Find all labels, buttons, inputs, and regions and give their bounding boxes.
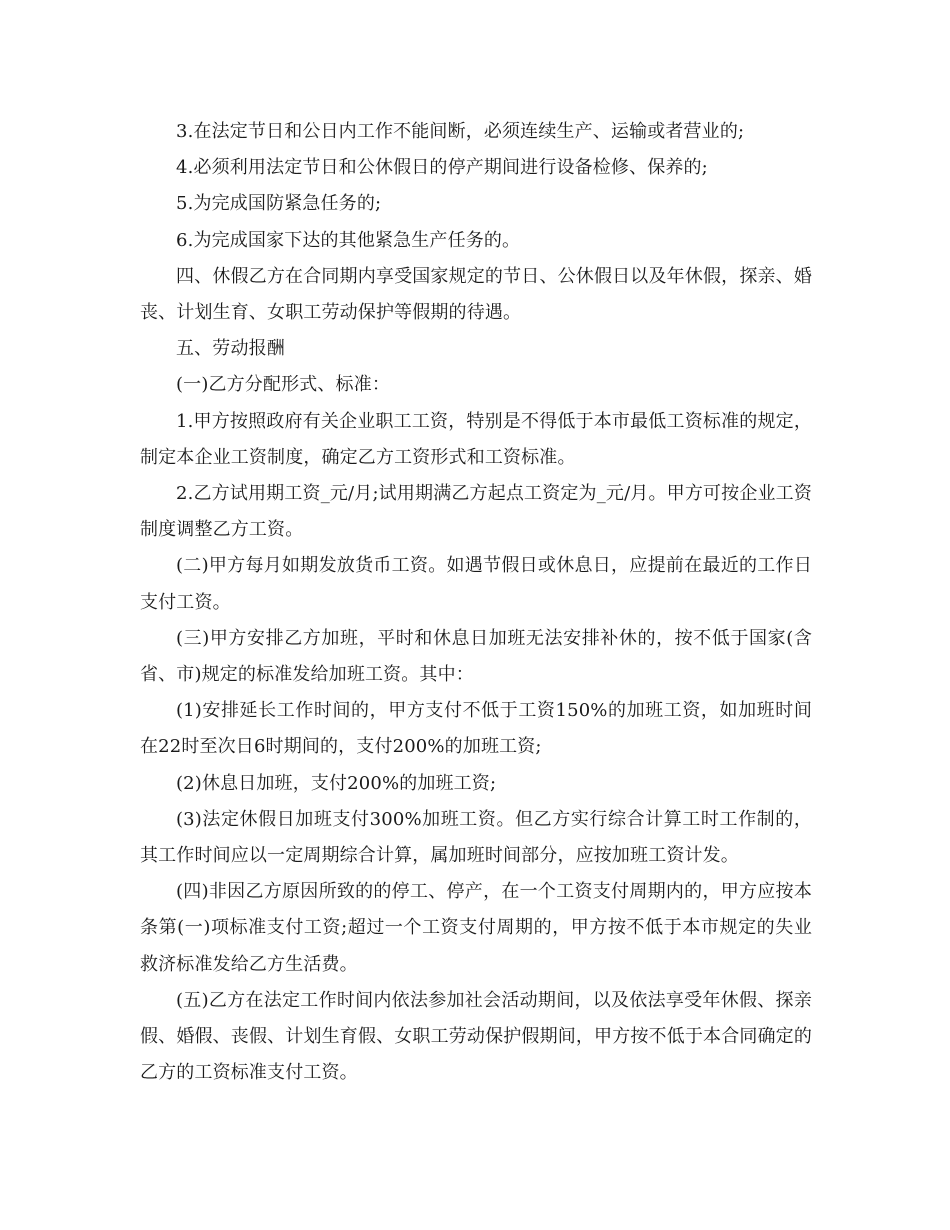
document-body — [140, 114, 812, 1091]
paragraph-7: (一)乙方分配形式、标准： — [176, 374, 390, 396]
paragraph-3: 5.为完成国防紧急任务的; — [176, 193, 382, 215]
paragraph-2: 4.必须利用法定节日和公休假日的停产期间进行设备检修、保养的; — [176, 157, 708, 179]
paragraph-9: 2.乙方试用期工资_元/月;试用期满乙方起点工资定为_元/月。甲方可按企业工资制度调整乙方工资。 — [140, 483, 812, 541]
paragraph-4: 6.为完成国家下达的其他紧急生产任务的。 — [176, 229, 521, 251]
section-heading-remuneration: 五、劳动报酬 — [176, 338, 285, 360]
paragraph-10: (二)甲方每月如期发放货币工资。如遇节假日或休息日，应提前在最近的工作日支付工资。 — [140, 555, 812, 613]
paragraph-14: (3)法定休假日加班支付300%加班工资。但乙方实行综合计算工时工作制的，其工作时间应以一定周期综合计算，属加班时间部分，应按加班工资计发。 — [140, 808, 812, 867]
paragraph-16: (五)乙方在法定工作时间内依法参加社会活动期间，以及依法享受年休假、探亲假、婚假、丧假、计划生育假、女职工劳动保护假期间，甲方按不低于本合同确定的乙方的工资标准支付工资。 — [140, 989, 812, 1084]
paragraph-12: (1)安排延长工作时间的，甲方支付不低于工资150%的加班工资，如加班时间在22时至次日6时期间的，支付200%的加班工资; — [140, 700, 812, 758]
paragraph-11: (三)甲方安排乙方加班，平时和休息日加班无法安排补休的，按不低于国家(含省、市)规定的标准发给加班工资。其中： — [140, 627, 812, 686]
paragraph-13: (2)休息日加班，支付200%的加班工资; — [176, 772, 497, 794]
paragraph-5: 四、休假乙方在合同期内享受国家规定的节日、公休假日以及年休假，探亲、婚丧、计划生育、女职工劳动保护等假期的待遇。 — [140, 265, 812, 324]
paragraph-8: 1.甲方按照政府有关企业职工工资，特别是不得低于本市最低工资标准的规定，制定本企业工资制度，确定乙方工资形式和工资标准。 — [140, 410, 812, 468]
paragraph-15: (四)非因乙方原因所致的的停工、停产，在一个工资支付周期内的，甲方应按本条第(一)项标准支付工资;超过一个工资支付周期的，甲方按不低于本市规定的失业救济标准发给乙方生活费。 — [140, 881, 812, 975]
paragraph-1: 3.在法定节日和公日内工作不能间断，必须连续生产、运输或者营业的; — [176, 121, 745, 142]
